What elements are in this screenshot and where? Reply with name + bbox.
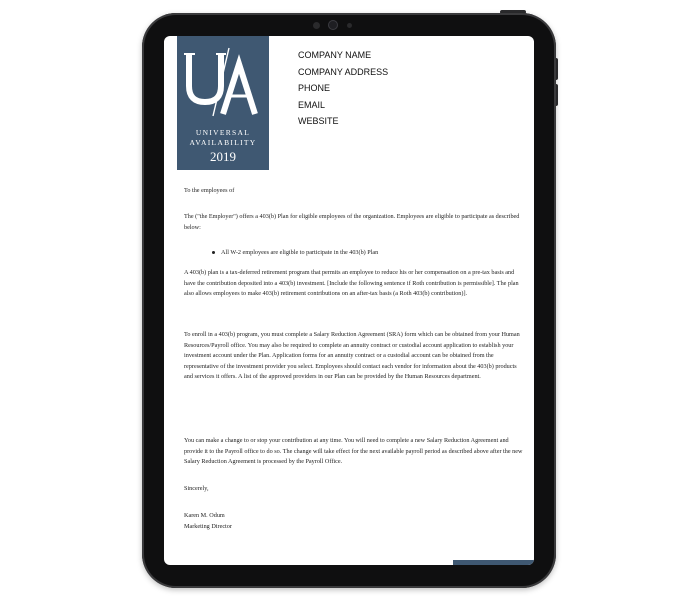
- letter-bullet-item: [212, 248, 378, 259]
- monogram-logo-icon: [177, 40, 269, 120]
- company-info-block: [298, 47, 388, 130]
- company-name: COMPANY NAME: [298, 50, 372, 60]
- letter-paragraph-2: A 403(b) plan is a tax-deferred retirement program that permits an employee to reduce his or her compensation on a pre-tax basis and have the contribution deposited into a 403(b) investment. [Include the following sentence if Roth contribution is permissible]. The plan also allows employees to make 403(b) retirement contributions on an after-tax basis (a Roth 403(b) contribution)].: [184, 269, 519, 298]
- company-address: COMPANY ADDRESS: [298, 66, 389, 77]
- footer-accent-bar: [453, 560, 534, 565]
- company-logo: [177, 36, 269, 170]
- bullet-text: All W-2 employees are eligible to participate in the 403(b) Plan: [221, 249, 379, 256]
- letter-closing: Sincerely,: [184, 485, 209, 492]
- tablet-screen: [164, 36, 534, 565]
- signer-title: Marketing Director: [184, 522, 232, 530]
- logo-year: 2019: [210, 149, 236, 164]
- letter-paragraph-4: You can make a change to or stop your contribution at any time. You will need to complete a new Salary Reduction Agreement and provide it to the Payroll office to do so. The change will take effect for the next available payroll period as described above after the new Salary Reduction Agreement is processed by the Payroll Office.: [184, 437, 523, 466]
- bullet-icon: [212, 251, 215, 254]
- logo-name-line2: AVAILABILITY: [189, 138, 257, 147]
- letter-signature: [184, 511, 524, 532]
- company-email: EMAIL: [298, 99, 326, 110]
- logo-name-line1: UNIVERSAL: [195, 128, 251, 137]
- sensor-icon: [347, 23, 352, 28]
- signer-name: Karen M. Odum: [184, 512, 225, 519]
- letter-paragraph-1: The ("the Employer") offers a 403(b) Plan for eligible employees of the organization. Employees are eligible to participate as described below:: [184, 213, 520, 231]
- camera-icon: [328, 20, 338, 30]
- letter-greeting: To the employees of: [184, 187, 235, 194]
- company-phone: PHONE: [298, 83, 331, 93]
- letter-paragraph-3: To enroll in a 403(b) program, you must complete a Salary Reduction Agreement (SRA) form which can be obtained from your Human Resources/Payroll office. You may also be required to complete an annuity contract or custodial account application to establish your investment account under the Plan. Application forms for an annuity contract or a custodial account can be obtained from the representative of the investment provider you select. Employees should contact each vendor for information about the 403(b) products and services it offers. A list of the approved providers in our Plan can be provided by the Human Resources department.: [184, 331, 520, 381]
- company-website: WEBSITE: [298, 116, 339, 126]
- sensor-icon: [313, 22, 320, 29]
